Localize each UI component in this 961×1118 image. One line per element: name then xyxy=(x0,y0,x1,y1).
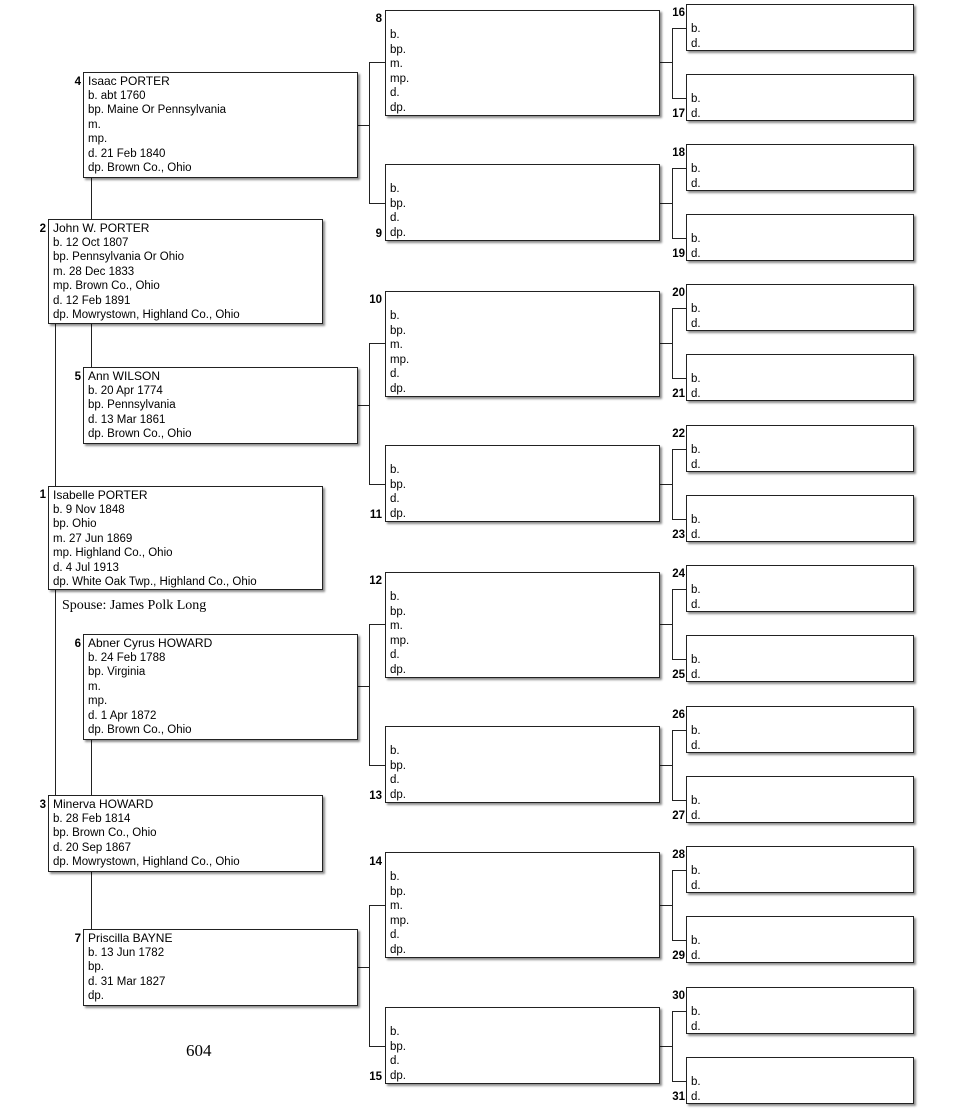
marriage-place: mp. Highland Co., Ohio xyxy=(53,547,173,559)
birth-date: b. xyxy=(691,1076,701,1088)
death-date: d. xyxy=(390,368,400,380)
death-date: d. 1 Apr 1872 xyxy=(88,709,157,722)
ancestor-box-26 xyxy=(686,706,914,753)
person-name: Abner Cyrus HOWARD xyxy=(88,636,213,650)
person-number: 30 xyxy=(672,990,685,1002)
death-date: d. 13 Mar 1861 xyxy=(88,413,166,426)
ancestor-box-13 xyxy=(385,726,660,803)
death-date: d. xyxy=(390,1055,400,1067)
person-box-7 xyxy=(83,929,358,1006)
ancestor-box-25 xyxy=(686,635,914,682)
death-date: d. xyxy=(691,1020,701,1033)
birth-place: bp. xyxy=(88,961,104,973)
marriage-date: m. xyxy=(88,118,101,131)
death-date: d. xyxy=(390,212,400,224)
ancestor-box-11 xyxy=(385,445,660,522)
ancestor-box-31 xyxy=(686,1057,914,1104)
death-date: d. xyxy=(390,774,400,786)
death-date: d. xyxy=(691,107,701,120)
person-name: Minerva HOWARD xyxy=(53,797,154,811)
ancestor-box-30 xyxy=(686,987,914,1034)
person-name: Isaac PORTER xyxy=(88,74,170,88)
person-box-1 xyxy=(48,486,323,590)
death-date: d. xyxy=(691,598,701,611)
death-place: dp. xyxy=(390,101,406,114)
person-number: 13 xyxy=(369,790,382,802)
ancestor-box-29 xyxy=(686,916,914,963)
person-name: Ann WILSON xyxy=(88,369,161,383)
death-date: d. 20 Sep 1867 xyxy=(53,841,132,854)
person-number: 15 xyxy=(369,1071,382,1083)
birth-place: bp. xyxy=(390,885,406,898)
person-number: 9 xyxy=(375,228,382,240)
birth-date: b. abt 1760 xyxy=(88,89,146,102)
ancestor-box-15 xyxy=(385,1007,660,1084)
birth-date: b. 13 Jun 1782 xyxy=(88,946,165,959)
person-number: 18 xyxy=(672,147,685,159)
ancestor-box-9 xyxy=(385,164,660,241)
birth-date: b. xyxy=(691,303,701,315)
birth-place: bp. Virginia xyxy=(88,666,146,678)
birth-date: b. xyxy=(390,464,400,476)
ancestor-box-24 xyxy=(686,565,914,612)
birth-place: bp. xyxy=(390,759,406,772)
death-date: d. xyxy=(691,949,701,962)
death-date: d. xyxy=(390,87,400,99)
person-number: 31 xyxy=(672,1091,685,1103)
birth-date: b. xyxy=(691,514,701,526)
marriage-place: mp. xyxy=(390,914,410,927)
death-place: dp. White Oak Twp., Highland Co., Ohio xyxy=(53,576,257,588)
spouse-line xyxy=(62,598,206,614)
person-number: 20 xyxy=(672,287,685,299)
ancestor-box-18 xyxy=(686,144,914,191)
person-name: Isabelle PORTER xyxy=(53,488,148,502)
death-place: dp. xyxy=(390,507,406,520)
birth-date: b. 9 Nov 1848 xyxy=(53,503,125,516)
ancestor-box-20 xyxy=(686,284,914,331)
person-number: 10 xyxy=(369,294,382,306)
birth-date: b. xyxy=(390,745,400,757)
birth-date: b. xyxy=(691,654,701,666)
person-box-6 xyxy=(83,634,358,740)
birth-date: b. xyxy=(390,1026,400,1038)
marriage-date: m. 28 Dec 1833 xyxy=(53,265,135,278)
person-name: John W. PORTER xyxy=(53,221,150,235)
birth-date: b. xyxy=(691,163,701,175)
death-date: d. xyxy=(691,37,701,50)
person-number: 24 xyxy=(672,568,685,580)
death-date: d. xyxy=(691,668,701,681)
person-number: 2 xyxy=(39,223,46,235)
person-number: 17 xyxy=(672,108,685,120)
person-number: 11 xyxy=(369,509,382,521)
death-date: d. xyxy=(691,177,701,190)
death-place: dp. xyxy=(390,1069,406,1082)
person-number: 14 xyxy=(369,856,382,868)
birth-date: b. xyxy=(691,1006,701,1018)
birth-date: b. xyxy=(691,935,701,947)
death-place: dp. xyxy=(390,226,406,239)
death-date: d. xyxy=(691,317,701,330)
marriage-place: mp. Brown Co., Ohio xyxy=(53,280,160,292)
death-date: d. 21 Feb 1840 xyxy=(88,147,166,160)
birth-place: bp. xyxy=(390,478,406,491)
person-number: 5 xyxy=(74,371,81,383)
marriage-date: m. xyxy=(390,620,403,632)
death-place: dp. Mowrystown, Highland Co., Ohio xyxy=(53,309,240,321)
person-number: 19 xyxy=(672,248,685,260)
person-number: 6 xyxy=(74,638,81,650)
ancestor-box-21 xyxy=(686,354,914,401)
birth-date: b. 20 Apr 1774 xyxy=(88,384,163,397)
spouse-label: Spouse: xyxy=(62,598,107,613)
marriage-date: m. xyxy=(390,58,403,70)
birth-place: bp. xyxy=(390,605,406,618)
marriage-place: mp. xyxy=(390,72,410,85)
ancestor-box-22 xyxy=(686,425,914,472)
death-place: dp. xyxy=(390,788,406,801)
person-number: 27 xyxy=(672,810,685,822)
birth-date: b. xyxy=(691,233,701,245)
death-date: d. xyxy=(390,493,400,505)
person-number: 7 xyxy=(74,933,81,945)
birth-place: bp. Ohio xyxy=(53,518,97,530)
birth-date: b. xyxy=(390,29,400,41)
death-date: d. xyxy=(691,739,701,752)
marriage-date: m. xyxy=(88,680,101,693)
birth-place: bp. xyxy=(390,324,406,337)
birth-date: b. xyxy=(691,444,701,456)
death-date: d. xyxy=(691,879,701,892)
person-number: 16 xyxy=(672,7,685,19)
ancestor-box-8 xyxy=(385,10,660,116)
person-box-5 xyxy=(83,367,358,444)
ancestor-box-16 xyxy=(686,4,914,51)
person-box-3 xyxy=(48,795,323,872)
person-number: 8 xyxy=(375,13,382,25)
death-place: dp. Mowrystown, Highland Co., Ohio xyxy=(53,856,240,868)
birth-place: bp. Maine Or Pennsylvania xyxy=(88,104,227,116)
birth-place: bp. Brown Co., Ohio xyxy=(53,827,157,839)
death-place: dp. xyxy=(390,382,406,395)
marriage-place: mp. xyxy=(88,133,108,145)
death-date: d. xyxy=(390,929,400,941)
death-date: d. xyxy=(691,1090,701,1103)
person-number: 22 xyxy=(672,428,685,440)
person-box-2 xyxy=(48,219,323,324)
death-place: dp. Brown Co., Ohio xyxy=(88,162,192,174)
birth-date: b. xyxy=(390,871,400,883)
ancestor-box-14 xyxy=(385,852,660,958)
death-place: dp. Brown Co., Ohio xyxy=(88,724,192,736)
birth-date: b. xyxy=(691,584,701,596)
marriage-place: mp. xyxy=(390,634,410,647)
person-number: 28 xyxy=(672,849,685,861)
person-number: 21 xyxy=(672,388,685,400)
marriage-date: m. 27 Jun 1869 xyxy=(53,532,133,545)
ancestor-box-12 xyxy=(385,572,660,678)
birth-date: b. 12 Oct 1807 xyxy=(53,236,129,249)
death-date: d. 4 Jul 1913 xyxy=(53,561,119,574)
person-box-4 xyxy=(83,72,358,178)
person-number: 26 xyxy=(672,709,685,721)
person-number: 12 xyxy=(369,575,382,587)
ancestor-box-27 xyxy=(686,776,914,823)
birth-date: b. 24 Feb 1788 xyxy=(88,651,166,664)
spouse-name: James Polk Long xyxy=(109,598,207,613)
person-number: 3 xyxy=(39,799,46,811)
death-date: d. 12 Feb 1891 xyxy=(53,294,131,307)
birth-date: b. xyxy=(390,310,400,322)
birth-place: bp. xyxy=(390,43,406,56)
person-number: 29 xyxy=(672,950,685,962)
death-date: d. xyxy=(390,649,400,661)
birth-place: bp. xyxy=(390,197,406,210)
page-number: 604 xyxy=(186,1041,212,1060)
death-date: d. xyxy=(691,387,701,400)
birth-date: b. xyxy=(691,23,701,35)
person-number: 1 xyxy=(39,489,46,501)
death-date: d. xyxy=(691,247,701,260)
death-place: dp. xyxy=(390,943,406,956)
birth-place: bp. Pennsylvania xyxy=(88,399,176,411)
death-place: dp. xyxy=(88,990,104,1002)
birth-date: b. xyxy=(691,795,701,807)
birth-place: bp. xyxy=(390,1040,406,1053)
death-date: d. xyxy=(691,528,701,541)
ancestor-box-23 xyxy=(686,495,914,542)
death-place: dp. xyxy=(390,663,406,676)
birth-date: b. xyxy=(691,725,701,737)
person-name: Priscilla BAYNE xyxy=(88,931,173,945)
person-number: 25 xyxy=(672,669,685,681)
birth-place: bp. Pennsylvania Or Ohio xyxy=(53,251,185,263)
death-place: dp. Brown Co., Ohio xyxy=(88,428,192,440)
death-date: d. xyxy=(691,809,701,822)
person-number: 23 xyxy=(672,529,685,541)
ancestor-box-17 xyxy=(686,74,914,121)
ancestor-box-19 xyxy=(686,214,914,261)
death-date: d. 31 Mar 1827 xyxy=(88,975,166,988)
marriage-place: mp. xyxy=(390,353,410,366)
ancestor-box-10 xyxy=(385,291,660,397)
death-date: d. xyxy=(691,458,701,471)
person-number: 4 xyxy=(74,76,81,88)
birth-date: b. xyxy=(390,591,400,603)
ancestor-box-28 xyxy=(686,846,914,893)
marriage-date: m. xyxy=(390,900,403,912)
birth-date: b. xyxy=(691,373,701,385)
marriage-place: mp. xyxy=(88,695,108,707)
birth-date: b. xyxy=(390,183,400,195)
birth-date: b. 28 Feb 1814 xyxy=(53,812,131,825)
birth-date: b. xyxy=(691,93,701,105)
birth-date: b. xyxy=(691,865,701,877)
marriage-date: m. xyxy=(390,339,403,351)
